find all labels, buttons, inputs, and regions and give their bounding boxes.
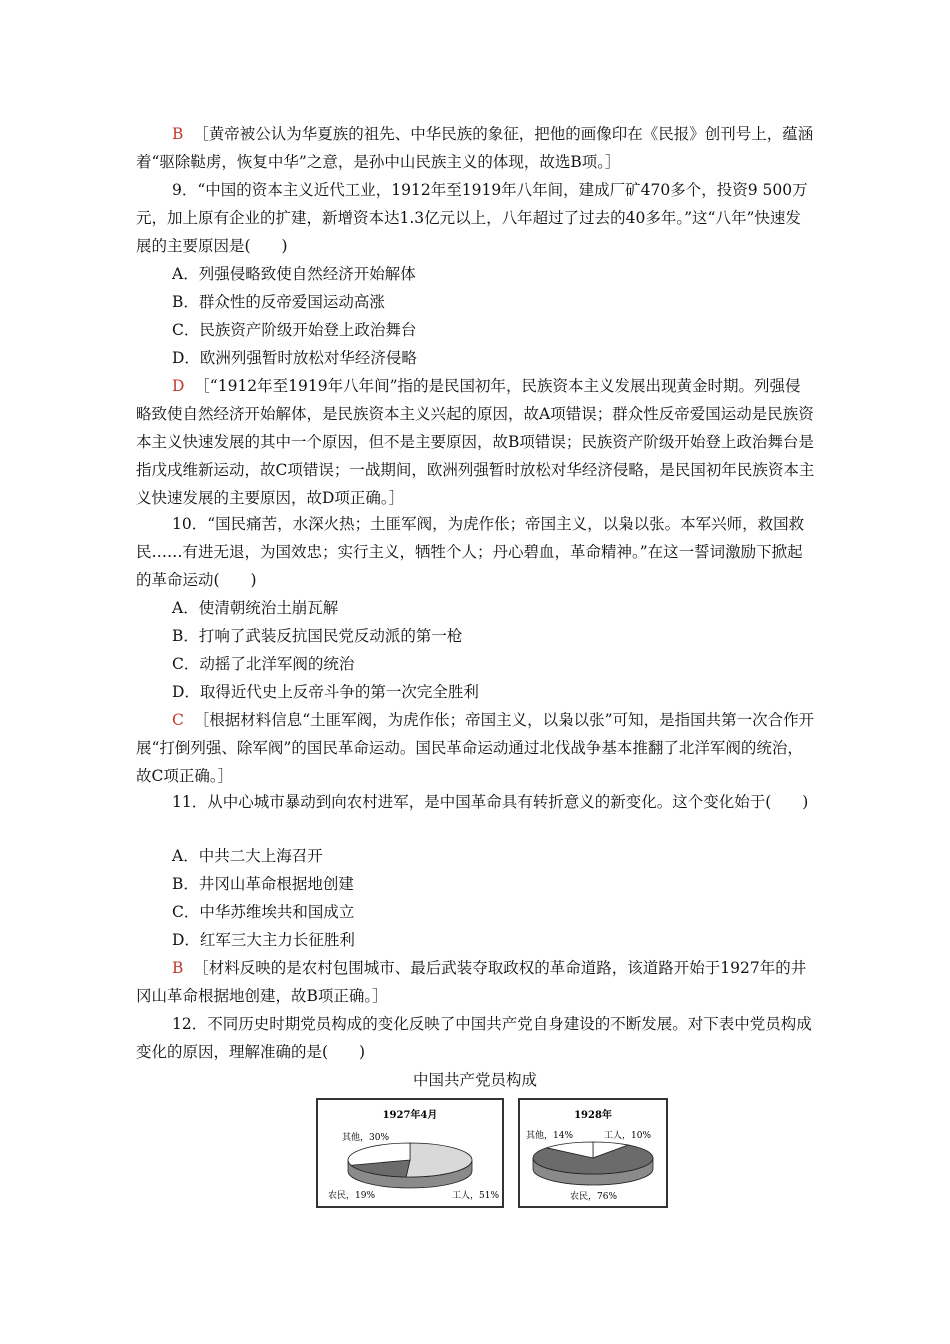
slice-label-other: 其他，14%: [526, 1131, 574, 1141]
slice-label-farmer: 农民，76%: [570, 1192, 618, 1202]
table-title: 中国共产党员构成: [412, 1071, 537, 1089]
pie-slices: [533, 1142, 653, 1185]
answer-letter: D: [172, 377, 185, 395]
option-11d: D．红军三大主力长征胜利: [172, 931, 355, 949]
chart-title: 1927年4月: [382, 1110, 438, 1121]
answer-8: [136, 120, 816, 176]
slice-label-worker: 工人，51%: [452, 1191, 500, 1201]
pie-chart-1928-svg: [520, 1100, 666, 1206]
pie-chart-1927: [316, 1098, 504, 1208]
option-10b: B．打响了武装反抗国民党反动派的第一枪: [172, 627, 463, 645]
option-11b: B．井冈山革命根据地创建: [172, 875, 354, 893]
slice-label-worker: 工人，10%: [604, 1131, 652, 1141]
answer-explanation: ［根据材料信息“土匪军阀，为虎作伥；帝国主义，以枭以张”可知，是指国共第一次合作开展“打倒列强、除军阀”的国民革命运动。国民革命运动通过北伐战争基本推翻了北洋军阀的统治，故C项正确。］: [136, 711, 815, 785]
option-11c: C．中华苏维埃共和国成立: [172, 903, 355, 921]
pie-chart-1928: [518, 1098, 668, 1208]
option-11a: A．中共二大上海召开: [172, 847, 323, 865]
question-11: 11．从中心城市暴动到向农村进军，是中国革命具有转折意义的新变化。这个变化始于( ): [172, 793, 809, 811]
chart-title: 1928年: [574, 1110, 612, 1121]
answer-explanation: ［黄帝被公认为华夏族的祖先、中华民族的象征，把他的画像印在《民报》创刊号上，蕴涵着“驱除鞑虏，恢复中华”之意，是孙中山民族主义的体现，故选B项。］: [136, 125, 814, 171]
answer-explanation: ［材料反映的是农村包围城市、最后武装夺取政权的革命道路，该道路开始于1927年的井冈山革命根据地创建，故B项正确。］: [136, 959, 807, 1005]
option-9a: A．列强侵略致使自然经济开始解体: [172, 265, 416, 283]
answer-explanation: ［“1912年至1919年八年间”指的是民国初年，民族资本主义发展出现黄金时期。列强侵略致使自然经济开始解体，是民族资本主义兴起的原因，故A项错误；群众性反帝爱国运动是民族资本主义快速发展的其中一个原因，但不是主要原因，故B项错误；民族资产阶级开始登上政治舞台是指戊戌维新运动，故C项错误；一战期间，欧洲列强暂时放松对华经济侵略，是民国初年民族资本主义快速发展的主要原因，故D项正确。］: [136, 377, 815, 507]
option-10d: D．取得近代史上反帝斗争的第一次完全胜利: [172, 683, 479, 701]
question-10: 10．“国民痛苦，水深火热；土匪军阀，为虎作伥；帝国主义，以枭以张。本军兴师，救国救民……有进无退，为国效忠；实行主义，牺牲个人；丹心碧血，革命精神。”在这一誓词激励下掀起的革命运动( ): [136, 515, 805, 589]
option-10a: A．使清朝统治土崩瓦解: [172, 599, 339, 617]
option-10c: C．动摇了北洋军阀的统治: [172, 655, 355, 673]
pie-chart-1927-svg: [318, 1100, 502, 1206]
answer-letter: C: [172, 711, 184, 729]
option-9b: B．群众性的反帝爱国运动高涨: [172, 293, 385, 311]
answer-9: [136, 372, 816, 512]
answer-10: [136, 706, 816, 790]
answer-letter: B: [172, 125, 184, 143]
question-12: 12．不同历史时期党员构成的变化反映了中国共产党自身建设的不断发展。对下表中党员构成变化的原因，理解准确的是( ): [136, 1015, 812, 1061]
option-9c: C．民族资产阶级开始登上政治舞台: [172, 321, 417, 339]
slice-label-farmer: 农民，19%: [328, 1191, 376, 1201]
question-9: 9．“中国的资本主义近代工业，1912年至1919年八年间，建成厂矿470多个，投资9 500万元，加上原有企业的扩建，新增资本达1.3亿元以上，八年超过了过去的40多年。”这“八年”快速发展的主要原因是( ): [136, 181, 808, 255]
option-9d: D．欧洲列强暂时放松对华经济侵略: [172, 349, 417, 367]
answer-letter: B: [172, 959, 184, 977]
slice-label-other: 其他，30%: [342, 1133, 390, 1143]
pie-slices: [348, 1143, 472, 1188]
answer-11: [136, 954, 816, 1010]
